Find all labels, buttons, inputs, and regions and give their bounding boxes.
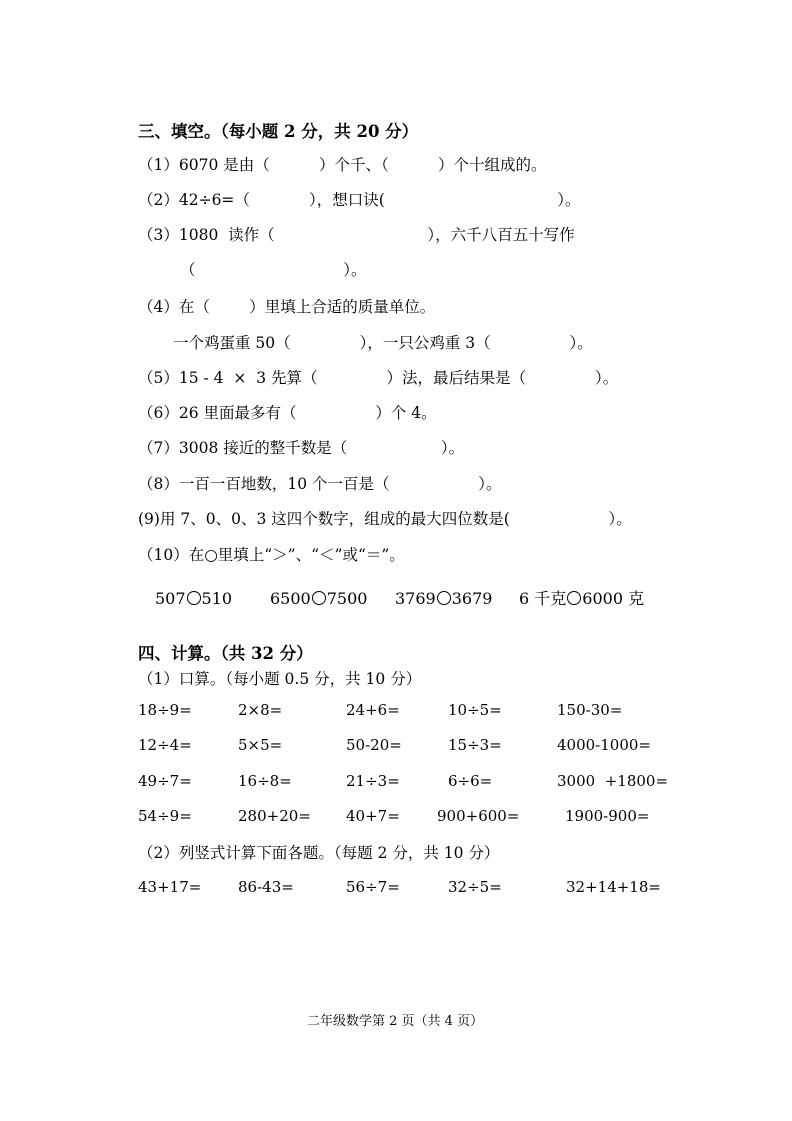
sub-question-1: （1）口算。（每小题 0.5 分，共 10 分） [138, 670, 422, 688]
question-4-detail: 一个鸡蛋重 50（ ），一只公鸡重 3（ ）。 [173, 334, 593, 352]
oral-item: 2×8= [238, 701, 283, 719]
sub-question-2: （2）列竖式计算下面各题。（每题 2 分，共 10 分） [138, 844, 500, 862]
vertical-item: 43+17= [138, 878, 202, 896]
oral-item: 280+20= [238, 807, 311, 825]
oral-item: 3000 +1800= [557, 772, 669, 790]
question-3-continued: （ ）。 [180, 261, 367, 279]
oral-item: 40+7= [346, 807, 400, 825]
compare-circle[interactable] [567, 591, 581, 605]
question-4: （4）在（ ）里填上合适的质量单位。 [138, 298, 436, 316]
oral-item: 150-30= [557, 701, 623, 719]
vertical-item: 56÷7= [346, 878, 400, 896]
compare-circle[interactable] [187, 591, 201, 605]
page-footer: 二年级数学第 2 页（共 4 页） [307, 1014, 484, 1029]
compare-circle[interactable] [437, 591, 451, 605]
vertical-item: 32÷5= [448, 878, 502, 896]
oral-item: 21÷3= [346, 772, 400, 790]
question-10: （10）在○里填上“＞”、“＜”或“＝”。 [138, 546, 405, 564]
oral-item: 24+6= [346, 701, 400, 719]
question-8: （8）一百一百地数，10 个一百是（ ）。 [138, 475, 502, 493]
compare-item-3: 3769 3679 [395, 589, 493, 608]
oral-item: 50-20= [346, 736, 402, 754]
section-4-title: 四、计算。（共 32 分） [138, 644, 313, 663]
question-7: （7）3008 接近的整千数是（ ）。 [138, 439, 465, 457]
oral-item: 49÷7= [138, 772, 192, 790]
question-1: （1）6070 是由（ ）个千、（ ）个十组成的。 [138, 156, 547, 174]
compare-item-4: 6 千克 6000 克 [519, 589, 645, 608]
oral-item: 5×5= [238, 736, 283, 754]
question-5: （5）15 - 4 × 3 先算（ ）法，最后结果是（ ）。 [138, 369, 619, 387]
vertical-item: 32+14+18= [566, 878, 661, 896]
section-3-title: 三、填空。（每小题 2 分，共 20 分） [138, 122, 419, 141]
oral-item: 54÷9= [138, 807, 192, 825]
oral-item: 6÷6= [448, 772, 493, 790]
question-3: （3）1080 读作（ ），六千八百五十写作 [138, 226, 575, 244]
oral-item: 16÷8= [238, 772, 292, 790]
compare-item-2: 6500 7500 [270, 589, 368, 608]
oral-item: 12÷4= [138, 736, 192, 754]
oral-item: 18÷9= [138, 701, 192, 719]
question-2: （2）42÷6=（ ），想口诀( ）。 [138, 191, 581, 209]
oral-item: 10÷5= [448, 701, 502, 719]
compare-circle[interactable] [312, 591, 326, 605]
oral-item: 1900-900= [565, 807, 650, 825]
oral-item: 900+600= [437, 807, 520, 825]
vertical-item: 86-43= [238, 878, 294, 896]
question-9: (9)用 7、0、0、3 这四个数字，组成的最大四位数是( ）。 [138, 510, 632, 528]
question-6: （6）26 里面最多有（ ）个 4。 [138, 404, 437, 422]
oral-item: 15÷3= [448, 736, 502, 754]
compare-item-1: 507 510 [155, 589, 233, 608]
oral-item: 4000-1000= [557, 736, 651, 754]
